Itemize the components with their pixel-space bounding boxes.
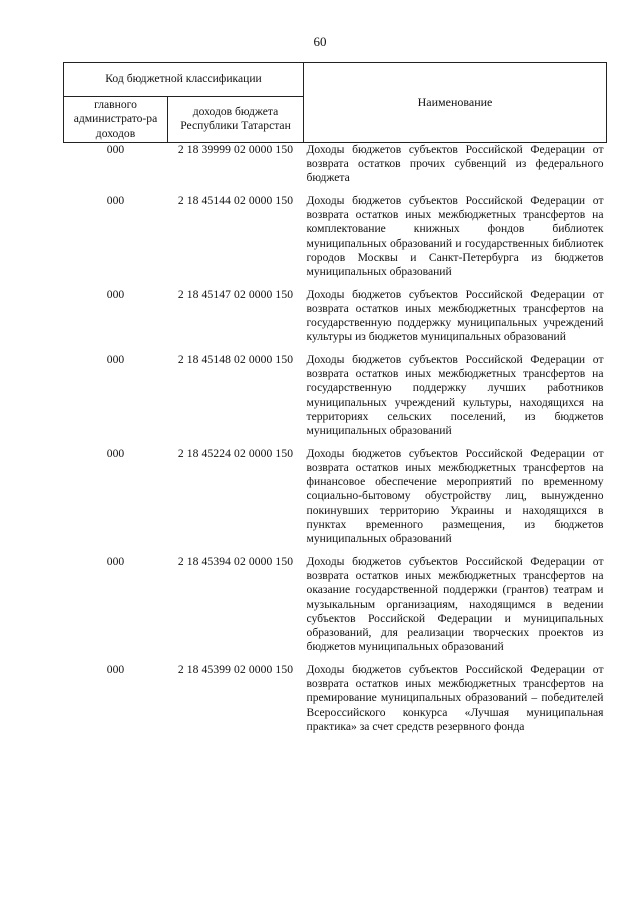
budget-classification-table	[63, 62, 607, 742]
admin-code-cell: 000	[106, 287, 125, 301]
table-row	[64, 663, 607, 742]
header-budget-income: доходов бюджета Республики Татарстан	[168, 97, 304, 143]
admin-code-cell: 000	[106, 662, 125, 676]
income-code-cell: 2 18 45399 02 0000 150	[177, 662, 294, 676]
table-header	[64, 63, 607, 143]
table-row	[64, 447, 607, 555]
admin-code-cell: 000	[106, 352, 125, 366]
header-classification-code: Код бюджетной классификации	[64, 63, 304, 97]
table-row	[64, 353, 607, 447]
admin-code-cell: 000	[106, 554, 125, 568]
header-name: Наименование	[304, 63, 607, 143]
income-name-cell: Доходы бюджетов субъектов Российской Федерации от возврата остатков прочих субвенций из федерального бюджета	[306, 142, 604, 185]
income-name-cell: Доходы бюджетов субъектов Российской Федерации от возврата остатков иных межбюджетных трансфертов на премирование муниципальных образований – победителей Всероссийского конкурса «Лучшая муниципальная практика» за счет средств резервного фонда	[306, 662, 604, 733]
income-code-cell: 2 18 45147 02 0000 150	[177, 287, 294, 301]
income-code-cell: 2 18 45224 02 0000 150	[177, 446, 294, 460]
income-name-cell: Доходы бюджетов субъектов Российской Федерации от возврата остатков иных межбюджетных трансфертов на комплектование книжных фондов библиотек муниципальных образований и государственных библиотек городов Москвы и Санкт-Петербурга из бюджетов муниципальных образований	[306, 193, 604, 279]
income-code-cell: 2 18 39999 02 0000 150	[177, 142, 294, 156]
table-row	[64, 142, 607, 193]
table-row	[64, 288, 607, 353]
table-body	[64, 142, 607, 742]
income-name-cell: Доходы бюджетов субъектов Российской Федерации от возврата остатков иных межбюджетных трансфертов на финансовое обеспечение мероприятий по временному социально-бытовому обустройству лиц, вынужденно покинувших территорию Украины и находящихся в пунктах временного размещения, из бюджетов муниципальных образований	[306, 446, 604, 546]
admin-code-cell: 000	[106, 446, 125, 460]
income-code-cell: 2 18 45394 02 0000 150	[177, 554, 294, 568]
income-name-cell: Доходы бюджетов субъектов Российской Федерации от возврата остатков иных межбюджетных трансфертов на государственную поддержку муниципальных учреждений культуры из бюджетов муниципальных образований	[306, 287, 604, 344]
table-row	[64, 555, 607, 663]
table-row	[64, 194, 607, 288]
header-chief-administrator: главного администрато-ра доходов	[64, 97, 168, 143]
page-number: 60	[313, 34, 327, 49]
income-name-cell: Доходы бюджетов субъектов Российской Федерации от возврата остатков иных межбюджетных трансфертов на оказание государственной поддержки (грантов) театрам и музыкальным организациям, находящимся в ведении субъектов Российской Федерации и муниципальных образований, для реализации творческих проектов из бюджетов муниципальных образований	[306, 554, 604, 654]
income-code-cell: 2 18 45148 02 0000 150	[177, 352, 294, 366]
admin-code-cell: 000	[106, 193, 125, 207]
income-code-cell: 2 18 45144 02 0000 150	[177, 193, 294, 207]
admin-code-cell: 000	[106, 142, 125, 156]
income-name-cell: Доходы бюджетов субъектов Российской Федерации от возврата остатков иных межбюджетных трансфертов на государственную поддержку лучших работников муниципальных учреждений культуры, находящихся на территориях сельских поселений, из бюджетов муниципальных образований	[306, 352, 604, 438]
